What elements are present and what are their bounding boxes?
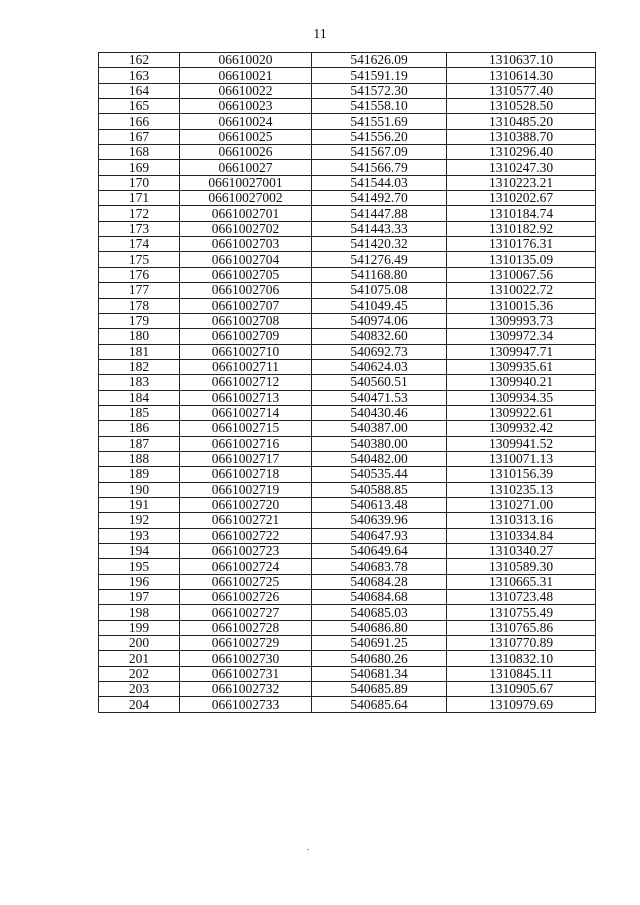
point-id-cell: 0661002705 xyxy=(180,267,312,282)
x-coordinate-cell: 541566.79 xyxy=(312,160,447,175)
y-coordinate-cell: 1310765.86 xyxy=(447,620,596,635)
point-number-cell: 191 xyxy=(99,497,180,512)
point-number-cell: 164 xyxy=(99,83,180,98)
table-row xyxy=(99,313,596,328)
y-coordinate-cell: 1310832.10 xyxy=(447,651,596,666)
point-number-cell: 194 xyxy=(99,544,180,559)
point-number-cell: 186 xyxy=(99,421,180,436)
y-coordinate-cell: 1310296.40 xyxy=(447,145,596,160)
x-coordinate-cell: 541556.20 xyxy=(312,129,447,144)
point-number-cell: 188 xyxy=(99,451,180,466)
x-coordinate-cell: 541447.88 xyxy=(312,206,447,221)
x-coordinate-cell: 541075.08 xyxy=(312,283,447,298)
table-row xyxy=(99,298,596,313)
point-id-cell: 06610023 xyxy=(180,99,312,114)
table-row xyxy=(99,83,596,98)
table-row xyxy=(99,145,596,160)
y-coordinate-cell: 1310022.72 xyxy=(447,283,596,298)
y-coordinate-cell: 1310637.10 xyxy=(447,53,596,68)
x-coordinate-cell: 541049.45 xyxy=(312,298,447,313)
table-row xyxy=(99,620,596,635)
table-row xyxy=(99,436,596,451)
point-number-cell: 176 xyxy=(99,267,180,282)
point-id-cell: 0661002719 xyxy=(180,482,312,497)
table-row xyxy=(99,329,596,344)
x-coordinate-cell: 541276.49 xyxy=(312,252,447,267)
x-coordinate-cell: 540974.06 xyxy=(312,313,447,328)
x-coordinate-cell: 540560.51 xyxy=(312,375,447,390)
y-coordinate-cell: 1310223.21 xyxy=(447,175,596,190)
point-id-cell: 0661002702 xyxy=(180,221,312,236)
point-id-cell: 0661002708 xyxy=(180,313,312,328)
table-row xyxy=(99,682,596,697)
point-number-cell: 174 xyxy=(99,237,180,252)
table-row xyxy=(99,191,596,206)
point-number-cell: 178 xyxy=(99,298,180,313)
x-coordinate-cell: 540683.78 xyxy=(312,559,447,574)
point-number-cell: 200 xyxy=(99,636,180,651)
y-coordinate-cell: 1310905.67 xyxy=(447,682,596,697)
y-coordinate-cell: 1309922.61 xyxy=(447,405,596,420)
y-coordinate-cell: 1310247.30 xyxy=(447,160,596,175)
y-coordinate-cell: 1310184.74 xyxy=(447,206,596,221)
point-id-cell: 06610020 xyxy=(180,53,312,68)
point-id-cell: 06610027002 xyxy=(180,191,312,206)
x-coordinate-cell: 541168.80 xyxy=(312,267,447,282)
x-coordinate-cell: 541572.30 xyxy=(312,83,447,98)
x-coordinate-cell: 540685.03 xyxy=(312,605,447,620)
table-row xyxy=(99,206,596,221)
point-id-cell: 0661002714 xyxy=(180,405,312,420)
point-number-cell: 199 xyxy=(99,620,180,635)
point-id-cell: 0661002703 xyxy=(180,237,312,252)
y-coordinate-cell: 1310755.49 xyxy=(447,605,596,620)
y-coordinate-cell: 1310770.89 xyxy=(447,636,596,651)
x-coordinate-cell: 540482.00 xyxy=(312,451,447,466)
x-coordinate-cell: 540471.53 xyxy=(312,390,447,405)
y-coordinate-cell: 1310271.00 xyxy=(447,497,596,512)
point-id-cell: 0661002707 xyxy=(180,298,312,313)
point-id-cell: 0661002724 xyxy=(180,559,312,574)
point-id-cell: 0661002727 xyxy=(180,605,312,620)
table-row xyxy=(99,359,596,374)
point-number-cell: 181 xyxy=(99,344,180,359)
point-id-cell: 0661002715 xyxy=(180,421,312,436)
point-id-cell: 0661002717 xyxy=(180,451,312,466)
table-row xyxy=(99,513,596,528)
coordinates-table-body xyxy=(99,53,596,713)
table-row xyxy=(99,482,596,497)
y-coordinate-cell: 1310202.67 xyxy=(447,191,596,206)
x-coordinate-cell: 540685.64 xyxy=(312,697,447,712)
y-coordinate-cell: 1310614.30 xyxy=(447,68,596,83)
point-id-cell: 0661002713 xyxy=(180,390,312,405)
y-coordinate-cell: 1310577.40 xyxy=(447,83,596,98)
point-id-cell: 0661002733 xyxy=(180,697,312,712)
x-coordinate-cell: 541420.32 xyxy=(312,237,447,252)
stray-mark xyxy=(307,849,309,851)
y-coordinate-cell: 1310182.92 xyxy=(447,221,596,236)
y-coordinate-cell: 1310340.27 xyxy=(447,544,596,559)
y-coordinate-cell: 1310156.39 xyxy=(447,467,596,482)
point-id-cell: 06610026 xyxy=(180,145,312,160)
point-number-cell: 162 xyxy=(99,53,180,68)
x-coordinate-cell: 540624.03 xyxy=(312,359,447,374)
point-number-cell: 190 xyxy=(99,482,180,497)
point-number-cell: 198 xyxy=(99,605,180,620)
y-coordinate-cell: 1310979.69 xyxy=(447,697,596,712)
point-number-cell: 168 xyxy=(99,145,180,160)
y-coordinate-cell: 1310334.84 xyxy=(447,528,596,543)
point-id-cell: 06610027001 xyxy=(180,175,312,190)
x-coordinate-cell: 541492.70 xyxy=(312,191,447,206)
table-row xyxy=(99,375,596,390)
x-coordinate-cell: 540685.89 xyxy=(312,682,447,697)
table-row xyxy=(99,175,596,190)
x-coordinate-cell: 540691.25 xyxy=(312,636,447,651)
point-number-cell: 170 xyxy=(99,175,180,190)
point-number-cell: 172 xyxy=(99,206,180,221)
point-number-cell: 189 xyxy=(99,467,180,482)
point-number-cell: 193 xyxy=(99,528,180,543)
point-id-cell: 0661002718 xyxy=(180,467,312,482)
point-number-cell: 173 xyxy=(99,221,180,236)
y-coordinate-cell: 1309993.73 xyxy=(447,313,596,328)
y-coordinate-cell: 1310723.48 xyxy=(447,590,596,605)
table-row xyxy=(99,344,596,359)
x-coordinate-cell: 540647.93 xyxy=(312,528,447,543)
point-number-cell: 166 xyxy=(99,114,180,129)
y-coordinate-cell: 1310135.09 xyxy=(447,252,596,267)
y-coordinate-cell: 1309940.21 xyxy=(447,375,596,390)
point-id-cell: 06610021 xyxy=(180,68,312,83)
x-coordinate-cell: 541443.33 xyxy=(312,221,447,236)
point-id-cell: 0661002720 xyxy=(180,497,312,512)
point-id-cell: 0661002725 xyxy=(180,574,312,589)
table-row xyxy=(99,421,596,436)
table-row xyxy=(99,283,596,298)
table-row xyxy=(99,590,596,605)
table-row xyxy=(99,405,596,420)
point-id-cell: 0661002730 xyxy=(180,651,312,666)
x-coordinate-cell: 540686.80 xyxy=(312,620,447,635)
y-coordinate-cell: 1310071.13 xyxy=(447,451,596,466)
table-row xyxy=(99,651,596,666)
y-coordinate-cell: 1309941.52 xyxy=(447,436,596,451)
y-coordinate-cell: 1310485.20 xyxy=(447,114,596,129)
table-row xyxy=(99,544,596,559)
table-row xyxy=(99,451,596,466)
table-row xyxy=(99,160,596,175)
y-coordinate-cell: 1310015.36 xyxy=(447,298,596,313)
point-number-cell: 202 xyxy=(99,666,180,681)
point-number-cell: 197 xyxy=(99,590,180,605)
x-coordinate-cell: 541567.09 xyxy=(312,145,447,160)
point-number-cell: 180 xyxy=(99,329,180,344)
table-row xyxy=(99,68,596,83)
point-id-cell: 06610025 xyxy=(180,129,312,144)
x-coordinate-cell: 540613.48 xyxy=(312,497,447,512)
point-id-cell: 06610027 xyxy=(180,160,312,175)
table-row xyxy=(99,666,596,681)
point-id-cell: 0661002731 xyxy=(180,666,312,681)
point-id-cell: 0661002716 xyxy=(180,436,312,451)
point-id-cell: 0661002709 xyxy=(180,329,312,344)
y-coordinate-cell: 1310176.31 xyxy=(447,237,596,252)
point-number-cell: 185 xyxy=(99,405,180,420)
point-id-cell: 0661002726 xyxy=(180,590,312,605)
table-row xyxy=(99,697,596,712)
point-number-cell: 167 xyxy=(99,129,180,144)
point-id-cell: 06610024 xyxy=(180,114,312,129)
y-coordinate-cell: 1310235.13 xyxy=(447,482,596,497)
point-id-cell: 0661002722 xyxy=(180,528,312,543)
point-number-cell: 165 xyxy=(99,99,180,114)
x-coordinate-cell: 540430.46 xyxy=(312,405,447,420)
x-coordinate-cell: 540380.00 xyxy=(312,436,447,451)
x-coordinate-cell: 541626.09 xyxy=(312,53,447,68)
y-coordinate-cell: 1309934.35 xyxy=(447,390,596,405)
x-coordinate-cell: 540387.00 xyxy=(312,421,447,436)
point-number-cell: 201 xyxy=(99,651,180,666)
point-number-cell: 179 xyxy=(99,313,180,328)
x-coordinate-cell: 540680.26 xyxy=(312,651,447,666)
x-coordinate-cell: 541591.19 xyxy=(312,68,447,83)
x-coordinate-cell: 540692.73 xyxy=(312,344,447,359)
x-coordinate-cell: 540684.68 xyxy=(312,590,447,605)
y-coordinate-cell: 1310067.56 xyxy=(447,267,596,282)
point-id-cell: 0661002732 xyxy=(180,682,312,697)
point-id-cell: 0661002728 xyxy=(180,620,312,635)
table-row xyxy=(99,114,596,129)
point-number-cell: 163 xyxy=(99,68,180,83)
x-coordinate-cell: 540535.44 xyxy=(312,467,447,482)
table-row xyxy=(99,559,596,574)
x-coordinate-cell: 541544.03 xyxy=(312,175,447,190)
table-row xyxy=(99,237,596,252)
point-number-cell: 184 xyxy=(99,390,180,405)
table-row xyxy=(99,636,596,651)
point-number-cell: 183 xyxy=(99,375,180,390)
table-row xyxy=(99,574,596,589)
point-number-cell: 169 xyxy=(99,160,180,175)
table-row xyxy=(99,528,596,543)
y-coordinate-cell: 1309947.71 xyxy=(447,344,596,359)
x-coordinate-cell: 540588.85 xyxy=(312,482,447,497)
point-number-cell: 195 xyxy=(99,559,180,574)
page-number: 11 xyxy=(313,27,327,42)
y-coordinate-cell: 1310313.16 xyxy=(447,513,596,528)
x-coordinate-cell: 540832.60 xyxy=(312,329,447,344)
point-id-cell: 0661002723 xyxy=(180,544,312,559)
y-coordinate-cell: 1310845.11 xyxy=(447,666,596,681)
table-row xyxy=(99,467,596,482)
x-coordinate-cell: 540684.28 xyxy=(312,574,447,589)
table-row xyxy=(99,605,596,620)
y-coordinate-cell: 1310528.50 xyxy=(447,99,596,114)
point-number-cell: 204 xyxy=(99,697,180,712)
point-number-cell: 171 xyxy=(99,191,180,206)
point-id-cell: 0661002706 xyxy=(180,283,312,298)
x-coordinate-cell: 540681.34 xyxy=(312,666,447,681)
x-coordinate-cell: 540649.64 xyxy=(312,544,447,559)
point-id-cell: 0661002711 xyxy=(180,359,312,374)
y-coordinate-cell: 1310388.70 xyxy=(447,129,596,144)
coordinates-table xyxy=(98,52,596,713)
point-number-cell: 196 xyxy=(99,574,180,589)
y-coordinate-cell: 1310589.30 xyxy=(447,559,596,574)
table-row xyxy=(99,99,596,114)
point-id-cell: 0661002721 xyxy=(180,513,312,528)
point-id-cell: 0661002712 xyxy=(180,375,312,390)
y-coordinate-cell: 1310665.31 xyxy=(447,574,596,589)
y-coordinate-cell: 1309932.42 xyxy=(447,421,596,436)
point-number-cell: 203 xyxy=(99,682,180,697)
point-id-cell: 06610022 xyxy=(180,83,312,98)
x-coordinate-cell: 541551.69 xyxy=(312,114,447,129)
point-number-cell: 187 xyxy=(99,436,180,451)
table-row xyxy=(99,252,596,267)
x-coordinate-cell: 540639.96 xyxy=(312,513,447,528)
table-row xyxy=(99,129,596,144)
y-coordinate-cell: 1309935.61 xyxy=(447,359,596,374)
point-number-cell: 177 xyxy=(99,283,180,298)
x-coordinate-cell: 541558.10 xyxy=(312,99,447,114)
table-row xyxy=(99,221,596,236)
point-number-cell: 182 xyxy=(99,359,180,374)
point-id-cell: 0661002704 xyxy=(180,252,312,267)
point-id-cell: 0661002729 xyxy=(180,636,312,651)
table-row xyxy=(99,267,596,282)
point-number-cell: 175 xyxy=(99,252,180,267)
point-id-cell: 0661002710 xyxy=(180,344,312,359)
table-row xyxy=(99,53,596,68)
table-row xyxy=(99,497,596,512)
point-number-cell: 192 xyxy=(99,513,180,528)
y-coordinate-cell: 1309972.34 xyxy=(447,329,596,344)
table-row xyxy=(99,390,596,405)
point-id-cell: 0661002701 xyxy=(180,206,312,221)
